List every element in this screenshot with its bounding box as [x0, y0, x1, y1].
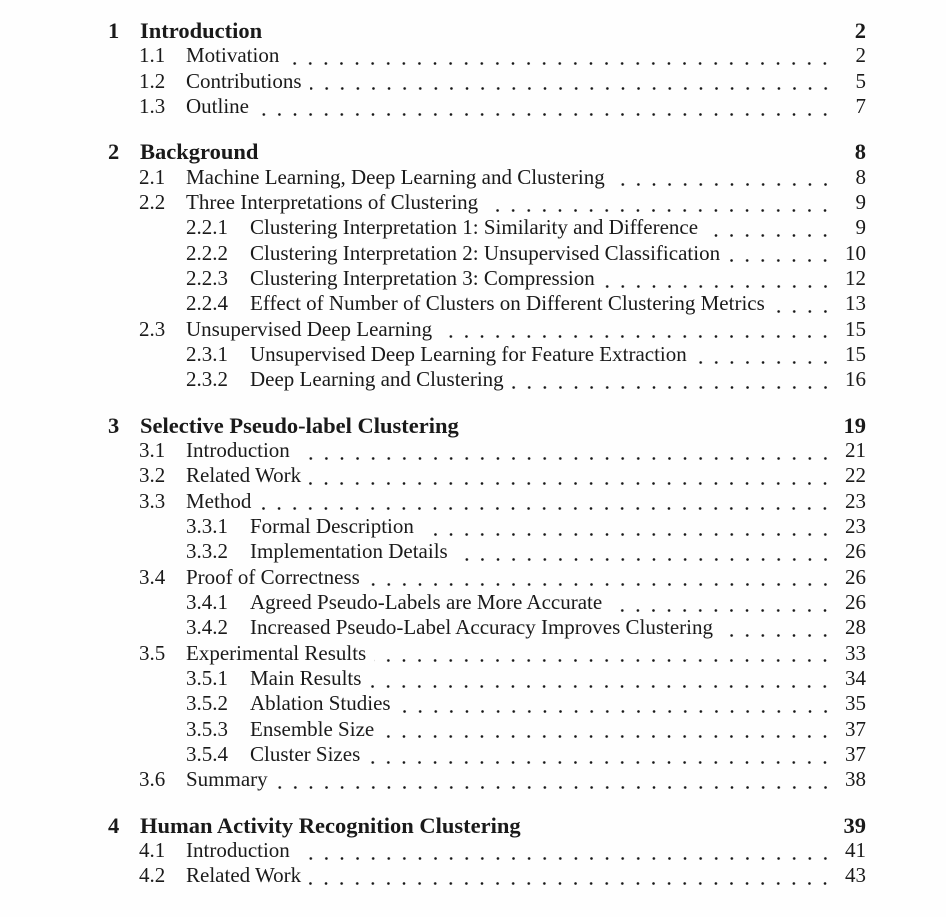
dot-leader [298, 438, 833, 463]
dot-leader [610, 590, 833, 615]
dot-leader [603, 266, 833, 291]
section-page-number: 8 [855, 164, 866, 189]
section-title: Three Interpretations of Clustering [186, 189, 479, 214]
toc-subsection-entry[interactable] [108, 615, 866, 640]
section-number: 3.1 [139, 437, 166, 462]
subsection-number: 2.3.1 [186, 341, 228, 366]
toc-section-entry[interactable] [108, 69, 866, 94]
section-number: 4.2 [139, 863, 166, 888]
subsection-page-number: 34 [845, 665, 866, 690]
toc-subsection-entry[interactable] [108, 666, 866, 691]
toc-subsection-entry[interactable] [108, 215, 866, 240]
section-page-number: 5 [855, 68, 866, 93]
toc-subsection-entry[interactable] [108, 266, 866, 291]
chapter-page-number: 39 [843, 812, 866, 838]
subsection-number: 3.5.3 [186, 716, 228, 741]
subsection-page-number: 12 [845, 265, 866, 290]
subsection-title: Deep Learning and Clustering [250, 367, 504, 392]
dot-leader [399, 691, 833, 716]
section-number: 2.1 [139, 164, 166, 189]
subsection-page-number: 37 [845, 741, 866, 766]
subsection-title: Increased Pseudo-Label Accuracy Improves Clustering [250, 615, 714, 640]
toc-section-entry[interactable] [108, 165, 866, 190]
dot-leader [257, 94, 833, 119]
chapter-number: 4 [108, 812, 120, 838]
subsection-number: 3.4.1 [186, 589, 228, 614]
toc-section-entry[interactable] [108, 489, 866, 514]
subsection-number: 2.2.3 [186, 265, 228, 290]
dot-leader [374, 641, 833, 666]
section-page-number: 43 [845, 863, 866, 888]
section-title: Introduction [186, 437, 290, 462]
toc-section-entry[interactable] [108, 565, 866, 590]
section-number: 3.5 [139, 640, 166, 665]
section-page-number: 23 [845, 488, 866, 513]
toc-section-entry[interactable] [108, 317, 866, 342]
subsection-page-number: 13 [845, 291, 866, 316]
section-page-number: 22 [845, 463, 866, 488]
leader-space [529, 813, 833, 838]
section-page-number: 26 [845, 564, 866, 589]
subsection-number: 3.5.1 [186, 665, 228, 690]
chapter-title: Selective Pseudo-label Clustering [140, 412, 459, 438]
chapter-number: 1 [108, 18, 120, 43]
subsection-number: 3.3.1 [186, 513, 228, 538]
dot-leader [440, 317, 833, 342]
section-page-number: 41 [845, 837, 866, 862]
chapter-page-number: 8 [854, 139, 866, 165]
subsection-number: 2.2.2 [186, 240, 228, 265]
subsection-page-number: 26 [845, 539, 866, 564]
section-title: Related Work [186, 863, 302, 888]
toc-subsection-entry[interactable] [108, 291, 866, 316]
chapter-number: 3 [108, 412, 120, 438]
dot-leader [695, 342, 833, 367]
toc-subsection-entry[interactable] [108, 691, 866, 716]
section-title: Related Work [186, 463, 302, 488]
toc-subsection-entry[interactable] [108, 717, 866, 742]
section-number: 4.1 [139, 837, 166, 862]
dot-leader [310, 69, 833, 94]
dot-leader [287, 43, 833, 68]
toc-subsection-entry[interactable] [108, 241, 866, 266]
section-number: 1.1 [139, 43, 166, 68]
leader-space [270, 18, 833, 43]
toc-subsection-entry[interactable] [108, 367, 866, 392]
toc-subsection-entry[interactable] [108, 590, 866, 615]
subsection-title: Cluster Sizes [250, 741, 361, 766]
subsection-title: Effect of Number of Clusters on Different Clustering Metrics [250, 291, 765, 316]
dot-leader [728, 241, 833, 266]
section-number: 3.6 [139, 767, 166, 792]
chapter-page-number: 19 [843, 412, 866, 438]
dot-leader [773, 291, 833, 316]
section-title: Summary [186, 767, 268, 792]
subsection-title: Ablation Studies [250, 691, 391, 716]
subsection-title: Clustering Interpretation 3: Compression [250, 265, 595, 290]
subsection-page-number: 16 [845, 367, 866, 392]
toc-subsection-entry[interactable] [108, 342, 866, 367]
dot-leader [309, 863, 833, 888]
toc-subsection-entry[interactable] [108, 742, 866, 767]
subsection-title: Agreed Pseudo-Labels are More Accurate [250, 589, 603, 614]
subsection-page-number: 23 [845, 513, 866, 538]
section-number: 2.2 [139, 189, 166, 214]
section-number: 3.3 [139, 488, 166, 513]
chapter-title: Introduction [140, 18, 263, 43]
subsection-number: 2.3.2 [186, 367, 228, 392]
dot-leader [721, 615, 833, 640]
subsection-number: 3.5.4 [186, 741, 228, 766]
section-number: 1.3 [139, 93, 166, 118]
toc-section-entry[interactable] [108, 641, 866, 666]
subsection-number: 2.2.1 [186, 215, 228, 240]
dot-leader [512, 367, 833, 392]
section-page-number: 33 [845, 640, 866, 665]
section-title: Unsupervised Deep Learning [186, 316, 433, 341]
section-page-number: 15 [845, 316, 866, 341]
subsection-title: Clustering Interpretation 2: Unsupervised Classification [250, 240, 721, 265]
dot-leader [706, 215, 833, 240]
section-number: 3.2 [139, 463, 166, 488]
subsection-page-number: 28 [845, 615, 866, 640]
section-title: Motivation [186, 43, 280, 68]
section-title: Proof of Correctness [186, 564, 360, 589]
dot-leader [613, 165, 833, 190]
section-title: Contributions [186, 68, 302, 93]
toc-chapter-entry[interactable] [108, 813, 866, 838]
toc-chapter-entry[interactable] [108, 18, 866, 43]
toc-chapter-entry[interactable] [108, 413, 866, 438]
subsection-page-number: 35 [845, 691, 866, 716]
chapter-title: Background [140, 139, 259, 165]
section-title: Method [186, 488, 252, 513]
toc-section-entry[interactable] [108, 43, 866, 68]
subsection-number: 3.3.2 [186, 539, 228, 564]
subsection-page-number: 10 [845, 240, 866, 265]
dot-leader [369, 666, 833, 691]
section-page-number: 7 [855, 93, 866, 118]
toc-chapter-entry[interactable] [108, 139, 866, 164]
subsection-number: 2.2.4 [186, 291, 228, 316]
dot-leader [298, 838, 833, 863]
dot-leader [259, 489, 833, 514]
subsection-page-number: 15 [845, 341, 866, 366]
toc-subsection-entry[interactable] [108, 514, 866, 539]
section-number: 2.3 [139, 316, 166, 341]
subsection-title: Formal Description [250, 513, 414, 538]
toc-section-entry[interactable] [108, 838, 866, 863]
section-title: Introduction [186, 837, 290, 862]
dot-leader [456, 539, 833, 564]
subsection-number: 3.4.2 [186, 615, 228, 640]
toc-section-entry[interactable] [108, 94, 866, 119]
toc-section-entry[interactable] [108, 438, 866, 463]
subsection-number: 3.5.2 [186, 691, 228, 716]
toc-section-entry[interactable] [108, 463, 866, 488]
chapter-title: Human Activity Recognition Clustering [140, 812, 521, 838]
section-page-number: 21 [845, 437, 866, 462]
subsection-page-number: 37 [845, 716, 866, 741]
section-page-number: 38 [845, 767, 866, 792]
dot-leader [368, 742, 833, 767]
chapter-number: 2 [108, 139, 120, 165]
dot-leader [486, 190, 833, 215]
toc-section-entry[interactable] [108, 190, 866, 215]
subsection-page-number: 26 [845, 589, 866, 614]
chapter-page-number: 2 [854, 18, 866, 43]
dot-leader [422, 514, 833, 539]
subsection-title: Clustering Interpretation 1: Similarity and Difference [250, 215, 699, 240]
toc-subsection-entry[interactable] [108, 539, 866, 564]
section-page-number: 2 [855, 43, 866, 68]
dot-leader [368, 565, 833, 590]
dot-leader [276, 767, 833, 792]
leader-space [467, 413, 833, 438]
subsection-title: Implementation Details [250, 539, 448, 564]
toc-section-entry[interactable] [108, 767, 866, 792]
subsection-title: Unsupervised Deep Learning for Feature Extraction [250, 341, 687, 366]
subsection-page-number: 9 [855, 215, 866, 240]
toc-section-entry[interactable] [108, 863, 866, 888]
leader-space [266, 139, 833, 164]
section-number: 1.2 [139, 68, 166, 93]
dot-leader [382, 717, 833, 742]
section-title: Experimental Results [186, 640, 367, 665]
subsection-title: Ensemble Size [250, 716, 375, 741]
section-title: Outline [186, 93, 249, 118]
section-number: 3.4 [139, 564, 166, 589]
section-page-number: 9 [855, 189, 866, 214]
dot-leader [309, 463, 833, 488]
section-title: Machine Learning, Deep Learning and Clustering [186, 164, 605, 189]
subsection-title: Main Results [250, 665, 362, 690]
